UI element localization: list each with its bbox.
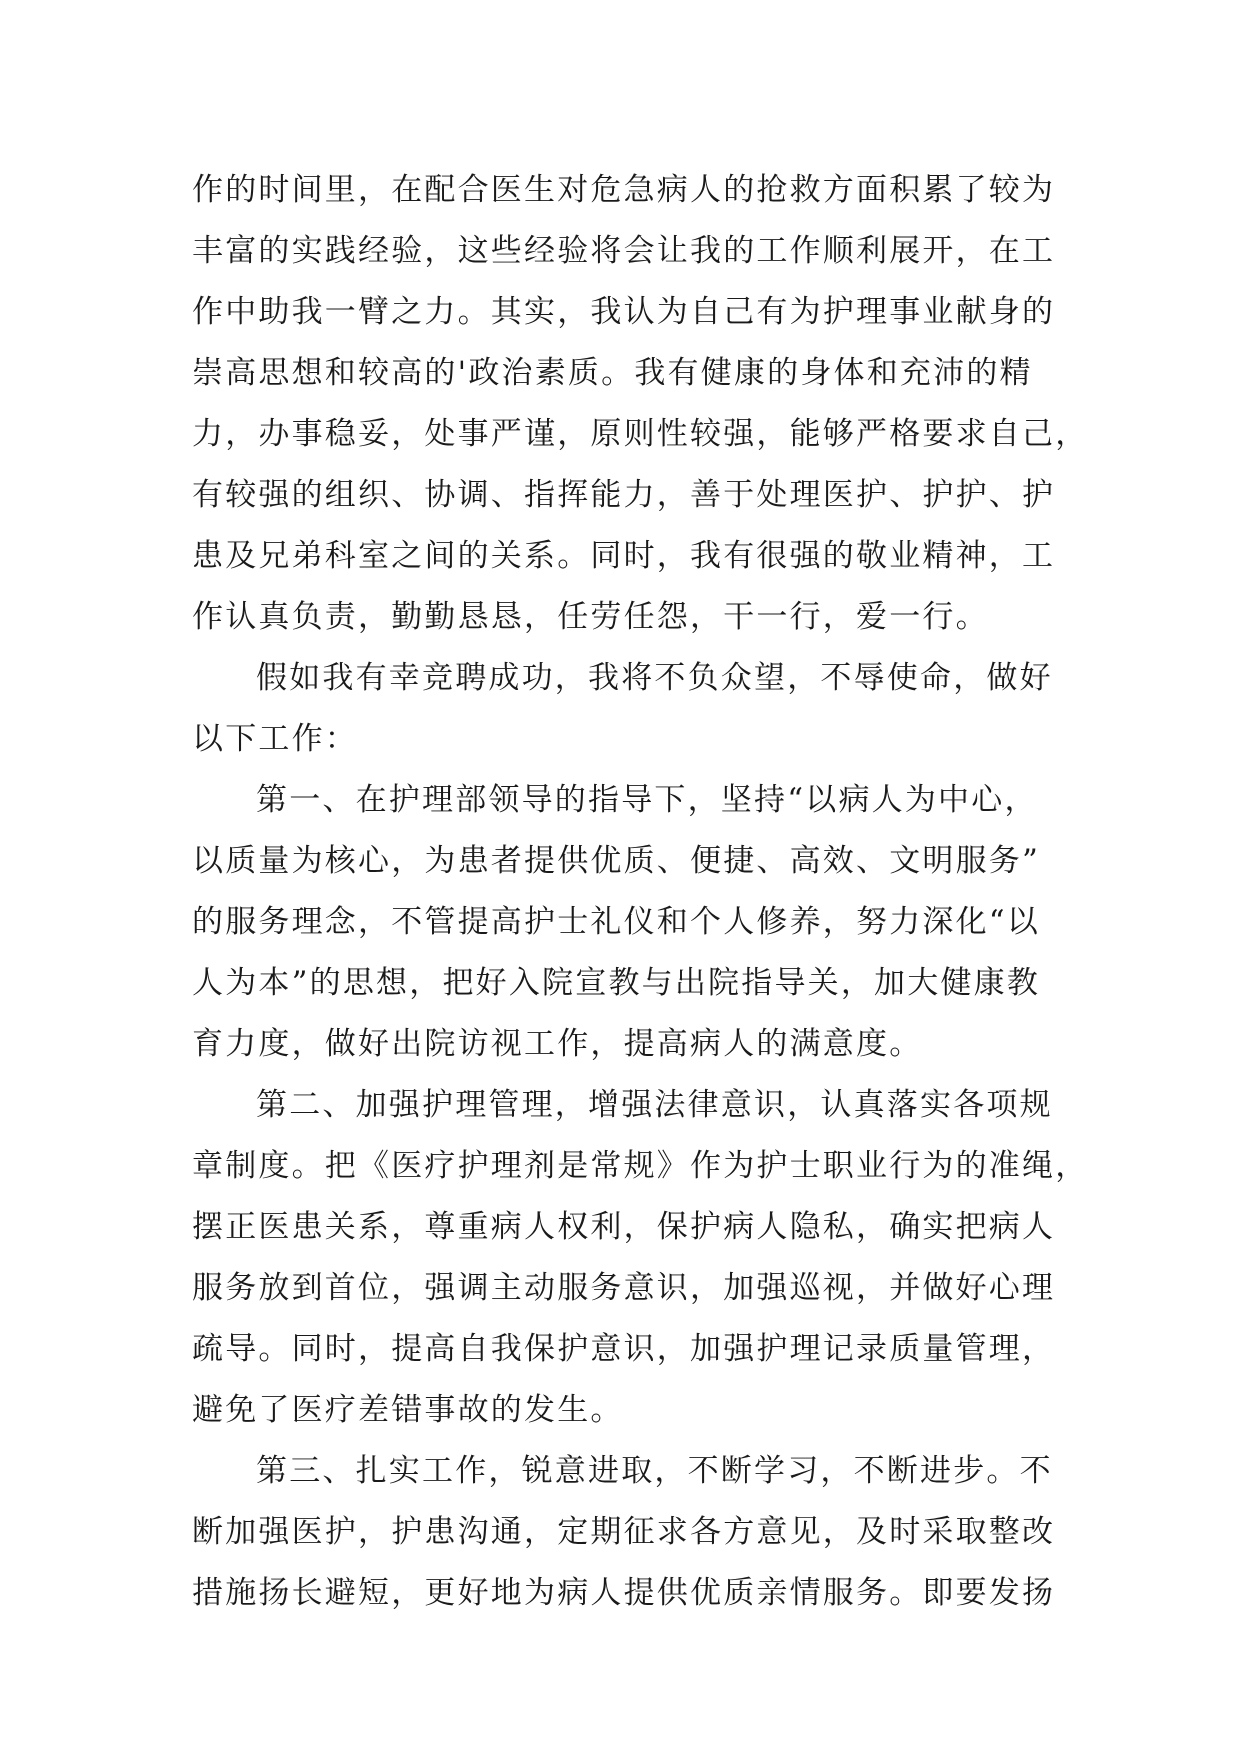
body-text [192, 160, 1089, 1624]
text-line: 丰富的实践经验，这些经验将会让我的工作顺利展开，在工 [192, 233, 1056, 269]
text-line: 措施扬长避短，更好地为病人提供优质亲情服务。即要发扬 [192, 1575, 1056, 1611]
text-line: 摆正医患关系，尊重病人权利，保护病人隐私，确实把病人 [192, 1209, 1056, 1245]
paragraph-start-line: 第一、在护理部领导的指导下，坚持“以病人为中心， [256, 782, 1038, 818]
text-line: 有较强的组织、协调、指挥能力，善于处理医护、护护、护 [192, 477, 1056, 513]
text-line: 以下工作： [192, 721, 358, 757]
text-line: 患及兄弟科室之间的关系。同时，我有很强的敬业精神，工 [192, 538, 1056, 574]
paragraph-start-line: 第三、扎实工作，锐意进取，不断学习，不断进步。不 [256, 1453, 1053, 1489]
paragraph-start-line: 假如我有幸竞聘成功，我将不负众望，不辱使命，做好 [256, 660, 1053, 696]
text-line: 的服务理念，不管提高护士礼仪和个人修养，努力深化“以 [192, 904, 1041, 940]
text-line: 人为本”的思想，把好入院宣教与出院指导关，加大健康教 [192, 965, 1041, 1001]
text-line: 疏导。同时，提高自我保护意识，加强护理记录质量管理， [192, 1331, 1056, 1367]
text-line: 以质量为核心，为患者提供优质、便捷、高效、文明服务” [192, 843, 1041, 879]
text-line: 作的时间里，在配合医生对危急病人的抢救方面积累了较为 [192, 172, 1056, 208]
text-line: 崇高思想和较高的'政治素质。我有健康的身体和充沛的精 [192, 355, 1033, 391]
text-line: 作认真负责，勤勤恳恳，任劳任怨，干一行，爱一行。 [192, 599, 989, 635]
text-line: 育力度，做好出院访视工作，提高病人的满意度。 [192, 1026, 923, 1062]
text-line: 断加强医护，护患沟通，定期征求各方意见，及时采取整改 [192, 1514, 1056, 1550]
paragraph-start-line: 第二、加强护理管理，增强法律意识，认真落实各项规 [256, 1087, 1053, 1123]
text-line: 作中助我一臂之力。其实，我认为自己有为护理事业献身的 [192, 294, 1056, 330]
text-line: 避免了医疗差错事故的发生。 [192, 1392, 624, 1428]
text-line: 力，办事稳妥，处事严谨，原则性较强，能够严格要求自己， [192, 416, 1089, 452]
text-line: 章制度。把《医疗护理剂是常规》作为护士职业行为的准绳， [192, 1148, 1089, 1184]
text-line: 服务放到首位，强调主动服务意识，加强巡视，并做好心理 [192, 1270, 1056, 1306]
